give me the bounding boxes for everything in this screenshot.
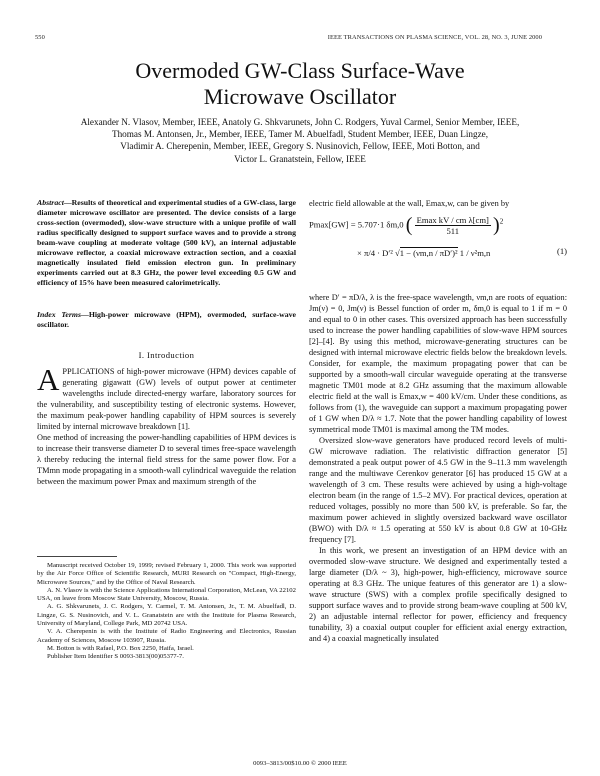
running-header: IEEE TRANSACTIONS ON PLASMA SCIENCE, VOL. 28, NO. 3, JUNE 2000 xyxy=(327,34,542,41)
abstract xyxy=(37,198,296,288)
equation-denominator: 511 xyxy=(446,226,460,236)
equation-line2-c: 1 / ν²m,n xyxy=(459,248,491,258)
right-paragraph-where: where D′ = πD/λ, λ is the free-space wavelength, νm,n are roots of equation: Jm(ν) = 0, Jm(ν) is Bessel function of order m, δm,0 is equal to 1 if m = 0 and equal to 0 in other cases. This oversized approach has been successfully used to increase the power handling capabilities of slow-wave HPM sources [2]–[4]. By using this method, microwave-generating structures can be designed with internal microwave electric fields below the breakdown levels. Consider, for example, the maximum propagating power that can be supported by a smooth-wall circular waveguide operating at the transverse magnetic TM01 mode at 8.2 GHz assuming that the maximum allowable electric field at the wall is Emax,w = 400 kV/cm. Under these conditions, as follows from (1), the waveguide can support a maximum propagating power of 1 GW when D/λ ≈ 1.7. Note that the power handling capability of lowest symmetrical mode TM01 is maximal among the TM modes. xyxy=(309,293,567,434)
intro-paragraph-1-text: PPLICATIONS of high-power microwave (HPM) devices capable of generating gigawatt (GW) levels of output power at centimeter wavelengths include directed-energy warfare, laboratory sources for the vulnerability, and susceptibility testing of electronic systems. However, the maximum peak-power handling capability of HPM sources is severely limited by internal microwave breakdown [1]. xyxy=(37,367,296,431)
index-terms-lead: Index Terms xyxy=(37,310,82,319)
title-line-1: Overmoded GW-Class Surface-Wave xyxy=(135,58,465,83)
paren-open: ( xyxy=(405,214,413,236)
footnote-vlasov: A. N. Vlasov is with the Science Applications International Corporation, McLean, VA 22102 USA, on leave from Moscow State University, Moscow, Russia. xyxy=(37,586,296,603)
index-terms-text: —High-power microwave (HPM), overmoded, surface-wave oscillator. xyxy=(37,310,296,329)
equation-sqrt: √1 − (νm,n / πD′)² xyxy=(395,248,458,258)
introduction-body xyxy=(37,362,296,487)
paper-title xyxy=(0,58,600,110)
drop-cap: A xyxy=(37,362,60,397)
footnote-botton: M. Botton is with Rafael, P.O. Box 2250, Haifa, Israel. xyxy=(47,644,194,652)
equation-line2-a: × π/4 · D′² xyxy=(357,248,393,258)
equation-fraction xyxy=(415,215,491,236)
intro-paragraph-2: One method of increasing the power-handling capabilities of HPM devices is to increase their transverse diameter D to several times free-space wavelength λ thereby reducing the internal field stress for the same power flow. For a TMmn mode propagating in a smooth-wall cylindrical waveguide the relation between the maximum power Pmax and maximum strength of the xyxy=(37,433,296,486)
paren-close: ) xyxy=(493,214,500,236)
equation-1 xyxy=(309,212,567,284)
right-column-intro: electric field allowable at the wall, Emax,w, can be given by xyxy=(309,199,510,208)
author-list xyxy=(30,116,570,165)
equation-lhs: Pmax[GW] = 5.707·1 xyxy=(309,219,385,230)
footnote-shkvarunets: A. G. Shkvarunets, J. C. Rodgers, Y. Carmel, T. M. Antonsen, Jr., T. M. Abuelfadl, D. Lingze, G. S. Nusinovich, and V. L. Granatstein are with the Institute for Plasma Research, University of Maryland, College Park, MD 20742 USA. xyxy=(37,603,296,628)
equation-emax: Emax xyxy=(416,215,437,225)
right-paragraph-oversized: Oversized slow-wave generators have produced record levels of multi-GW microwave radiation. The relativistic diffraction generator [5] demonstrated a peak output power of 4.5 GW in the 9–11.3 mm wavelength range and the multiwave Cerenkov generator [6] has produced 15 GW at a wavelength of 3 cm. These results were achieved by using a high-voltage electron beam (in the range of 1.5–2 MV). For practical devices, operation at reduced voltages, possibly no more than 500 kV, is preferable. So far, the maximum power achieved in slightly oversized backward wave oscillator (BWO) with D/λ ≈ 1.5 operating at 550 kV is about 0.8 GW at 10-GHz frequency [7]. xyxy=(309,436,567,544)
copyright-footer: 0093–3813/00$10.00 © 2000 IEEE xyxy=(253,760,347,767)
abstract-text: —Results of theoretical and experimental studies of a GW-class, large diameter microwave oscillator are presented. The device consists of a large cross-section (overmoded), slow-wave structure with a unique profile of wall radius specifically designed to support surface waves and to provide a strong beam-wave coupling at moderate voltage (500 kV), an internal adjustable microwave reflector, a coaxial microwave extraction section, and a coaxial magnetically insulated field emission electron gun. In preliminary experiments carried out at 8.3 GHz, the power level exceeding 0.5 GW and efficiency of 15% have been measured calorimetrically. xyxy=(37,198,296,287)
author-line-3: Vladimir A. Cherepenin, Member, IEEE, Gregory S. Nusinovich, Fellow, IEEE, Moti Botton, and xyxy=(120,141,480,152)
footnote-rule xyxy=(37,556,117,557)
equation-number: (1) xyxy=(556,246,567,256)
right-column-body xyxy=(309,292,567,644)
abstract-lead: Abstract xyxy=(37,198,64,207)
equation-delta: δm,0 xyxy=(386,219,404,230)
equation-unit: kV / cm xyxy=(438,215,467,225)
equation-line-2 xyxy=(357,248,490,258)
equation-line2-b: 1 − (νm,n / πD′)² xyxy=(399,248,458,258)
equation-line-1 xyxy=(309,214,503,237)
index-terms xyxy=(37,310,296,330)
right-paragraph-this-work: In this work, we present an investigation of an HPM device with an overmoded slow-wave structure. We designed and experimentally tested a large diameter (D/λ ~ 3), high-power, high-efficiency, microwave source operating at 8.3 GHz. The unique features of this generator are 1) a slow-wave structure (SWS) with a complex profile specifically designed to support surface waves and to provide strong beam-wave coupling at 500 kV, 2) an adjustable internal reflector for power, efficiency and frequency tunability, 3) a coaxial output coupler for efficient axial energy extraction, and 4) a coaxial magnetically insulated xyxy=(309,546,567,643)
title-line-2: Microwave Oscillator xyxy=(203,84,397,109)
equation-numerator xyxy=(415,215,491,226)
equation-square: 2 xyxy=(499,217,504,226)
intro-paragraph-1 xyxy=(37,362,296,432)
footnotes xyxy=(37,562,296,662)
author-line-1: Alexander N. Vlasov, Member, IEEE, Anatoly G. Shkvarunets, John C. Rodgers, Yuval Carmel, Senior Member, IEEE, xyxy=(80,117,520,127)
footnote-pii: Publisher Item Identifier S 0093-3813(00)05377-7. xyxy=(47,653,184,661)
author-line-2: Thomas M. Antonsen, Jr., Member, IEEE, Tamer M. Abuelfadl, Student Member, IEEE, Duan Lingze, xyxy=(111,129,489,140)
author-line-4: Victor L. Granatstein, Fellow, IEEE xyxy=(234,153,366,164)
footnote-cherepenin: V. A. Cherepenin is with the Institute of Radio Engineering and Electronics, Russian Academy of Sciences, Moscow 103907, Russia. xyxy=(37,628,296,644)
page-number: 550 xyxy=(35,34,45,41)
footnote-received: Manuscript received October 19, 1999; revised February 1, 2000. This work was supported by the Air Force Office of Scientific Research, MURI Research on "Compact, High-Energy, Microwave Sources," and by the Office of Naval Research. xyxy=(37,562,296,586)
section-heading: I. Introduction xyxy=(138,350,195,360)
equation-lambda: λ[cm] xyxy=(468,215,489,225)
